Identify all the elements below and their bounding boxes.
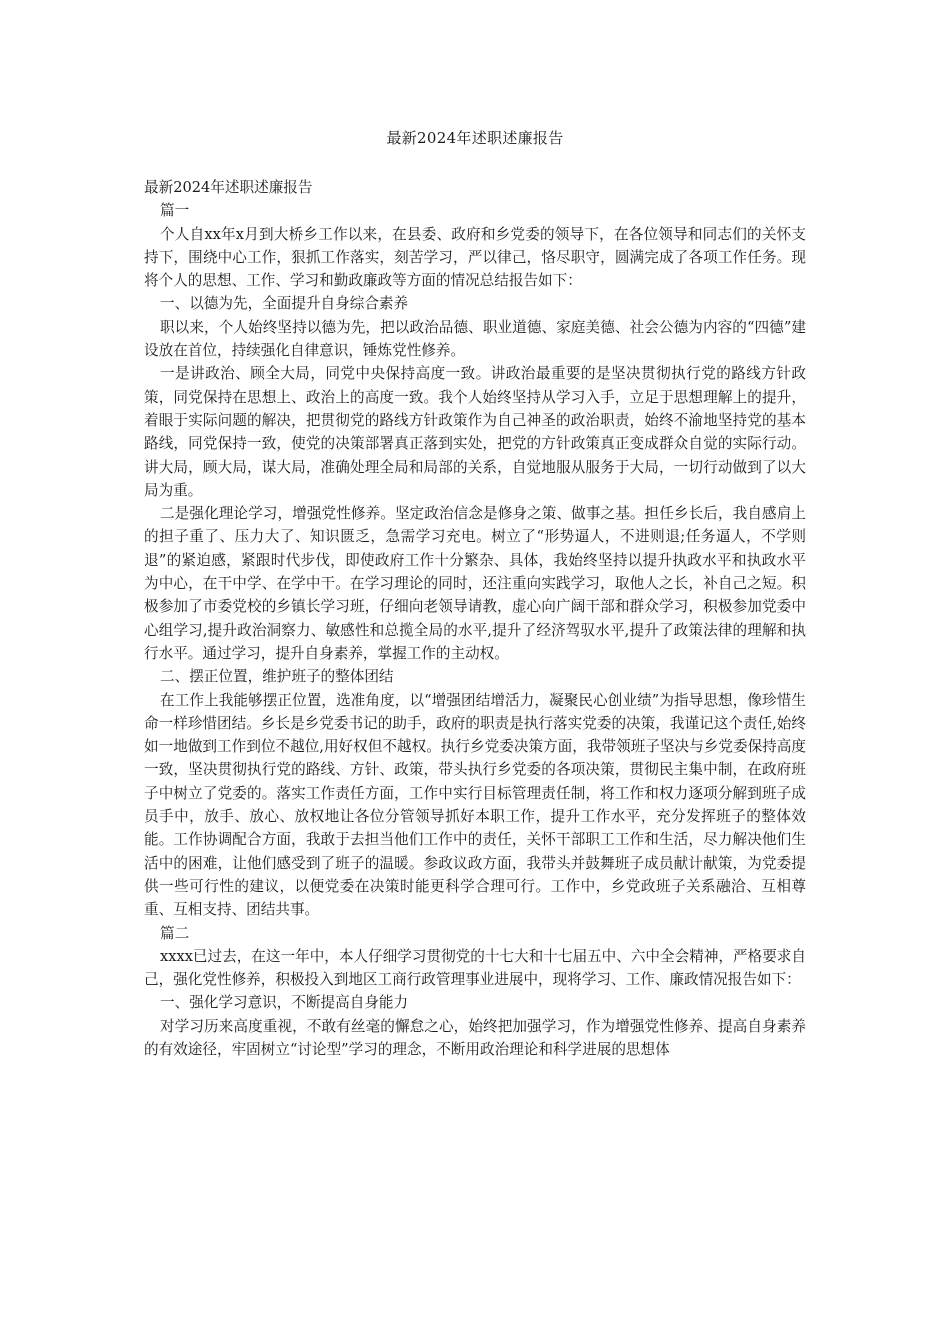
paragraph: 在工作上我能够摆正位置，选准角度，以“增强团结增活力，凝聚民心创业绩”为指导思想，像珍惜生命一样珍惜团结。乡长是乡党委书记的助手，政府的职责是执行落实党委的决策，我谨记这个责任,始终如一地做到工作到位不越位,用好权但不越权。执行乡党委决策方面，我带领班子坚决与乡党委保持高度一致，坚决贯彻执行党的路线、方针、政策，带头执行乡党委的各项决策，贯彻民主集中制，在政府班子中树立了党委的。落实工作责任方面，工作中实行目标管理责任制，将工作和权力逐项分解到班子成员手中，放手、放心、放权地让各位分管领导抓好本职工作，提升工作水平，充分发挥班子的整体效能。工作协调配合方面，我敢于去担当他们工作中的责任，关怀干部职工工作和生活，尽力解决他们生活中的困难，让他们感受到了班子的温暖。参政议政方面，我带头并鼓舞班子成员献计献策，为党委提供一些可行性的建议，以便党委在决策时能更科学合理可行。工作中，乡党政班子关系融洽、互相尊重、互相支持、团结共事。 [144,691,806,919]
paragraph: 篇二 [160,924,190,942]
paragraph: 一、以德为先，全面提升自身综合素养 [160,295,409,313]
paragraph: 对学习历来高度重视，不敢有丝毫的懈怠之心，始终把加强学习，作为增强党性修养、提高自身素养的有效途径，牢固树立“讨论型”学习的理念，不断用政治理论和科学进展的思想体 [144,1017,806,1058]
document-title: 最新2024年述职述廉报告 [386,129,564,147]
paragraph: 二是强化理论学习，增强党性修养。坚定政治信念是修身之策、做事之基。担任乡长后，我自感肩上的担子重了、压力大了、知识匮乏，急需学习充电。树立了“形势逼人，不进则退;任务逼人，不学则退”的紧迫感，紧跟时代步伐，即使政府工作十分繁杂、具体，我始终坚持以提升执政水平和执政水平为中心，在干中学、在学中干。在学习理论的同时，还注重向实践学习，取他人之长，补自己之短。积极参加了市委党校的乡镇长学习班，仔细向老领导请教，虚心向广阔干部和群众学习，积极参加党委中心组学习,提升政治洞察力、敏感性和总揽全局的水平,提升了经济驾驭水平,提升了政策法律的理解和执行水平。通过学习，提升自身素养，掌握工作的主动权。 [144,505,806,662]
paragraph: 篇一 [160,202,190,220]
paragraph: 一、强化学习意识，不断提高自身能力 [160,994,409,1012]
paragraph: 最新2024年述职述廉报告 [144,179,313,196]
paragraph: 一是讲政治、顾全大局，同党中央保持高度一致。讲政治最重要的是坚决贯彻执行党的路线方针政策，同党保持在思想上、政治上的高度一致。我个人始终坚持从学习入手，立足于思想理解上的提升，着眼于实际问题的解决，把贯彻党的路线方针政策作为自己神圣的政治职责，始终不渝地坚持党的基本路线，同党保持一致，使党的决策部署真正落到实处，把党的方针政策真正变成群众自觉的实际行动。讲大局，顾大局，谋大局，准确处理全局和局部的关系，自觉地服从服务于大局，一切行动做到了以大局为重。 [144,365,806,499]
paragraph: 职以来，个人始终坚持以德为先，把以政治品德、职业道德、家庭美德、社会公德为内容的“四德”建设放在首位，持续强化自律意识，锤炼党性修养。 [144,318,806,360]
paragraph: 个人自xx年x月到大桥乡工作以来，在县委、政府和乡党委的领导下，在各位领导和同志们的关怀支持下，围绕中心工作，狠抓工作落实，刻苦学习，严以律己，恪尽职守，圆满完成了各项工作任务。现将个人的思想、工作、学习和勤政廉政等方面的情况总结报告如下： [144,225,806,290]
document-body [144,176,806,1061]
paragraph: 二、摆正位置，维护班子的整体团结 [160,668,394,686]
paragraph: xxxx已过去，在这一年中，本人仔细学习贯彻党的十七大和十七届五中、六中全会精神，严格要求自己，强化党性修养，积极投入到地区工商行政管理事业进展中，现将学习、工作、廉政情况报告如下： [144,947,806,989]
